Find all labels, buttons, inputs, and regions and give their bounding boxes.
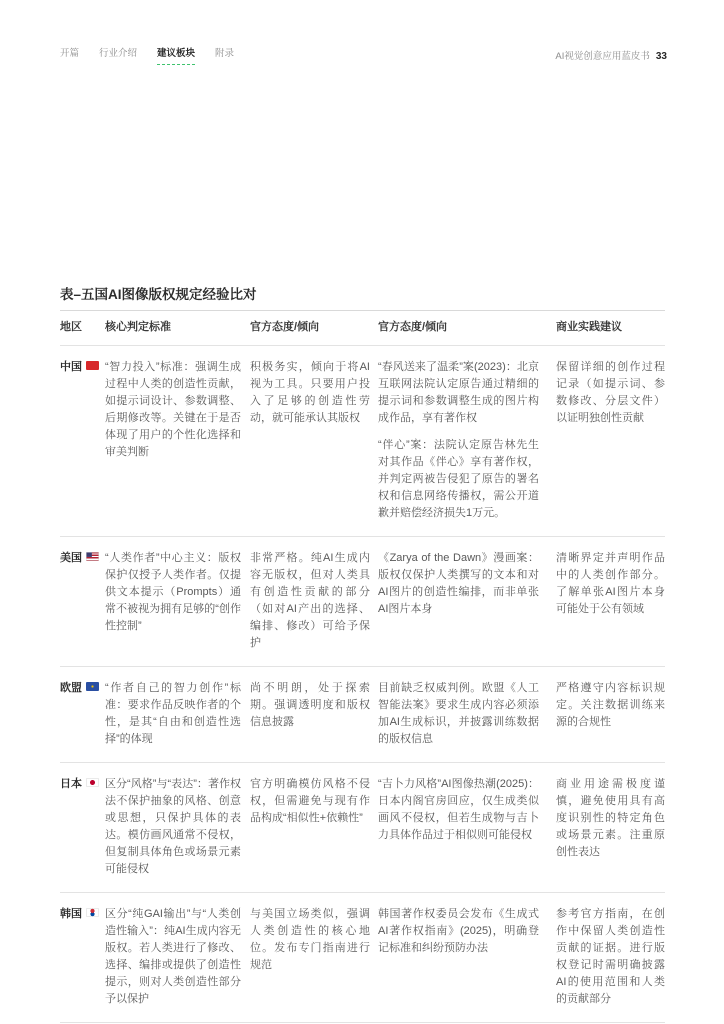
- table-header-row: [60, 311, 665, 346]
- column-header-criteria: 核心判定标准: [105, 321, 171, 333]
- case-paragraph: “春风送来了温柔”案(2023)：北京互联网法院认定原告通过精细的提示词和参数调整生成的图片构成作品，享有著作权: [378, 361, 539, 424]
- column-header-region: 地区: [60, 321, 82, 333]
- region-cell: [60, 776, 105, 878]
- region-cell: [60, 680, 105, 748]
- comparison-table: [60, 310, 665, 1023]
- advice-cell: 保留详细的创作过程记录（如提示词、参数修改、分层文件）以证明独创性贡献: [556, 361, 665, 424]
- usa-flag-icon: [86, 552, 99, 561]
- criteria-cell: 区分“纯GAI输出”与“人类创造性输入”：纯AI生成内容无版权。若人类进行了修改、选择、编排或提供了创造性提示，则对人类创造性部分予以保护: [105, 908, 241, 1005]
- table-title: 表–五国AI图像版权规定经验比对: [60, 287, 257, 302]
- table-row-japan: [60, 763, 665, 893]
- column-header-cases: 官方态度/倾向: [378, 321, 448, 333]
- page-content: [60, 287, 665, 1023]
- case-paragraph: 《Zarya of the Dawn》漫画案：版权仅保护人类撰写的文本和对AI图片的创造性编排，而非单张AI图片本身: [378, 552, 539, 615]
- table-row-eu: [60, 667, 665, 763]
- case-paragraph: “伴心”案：法院认定原告林先生对其作品《伴心》享有著作权，并判定两被告侵犯了原告的署名权和信息网络传播权，需公开道歉并赔偿经济损失1万元。: [378, 439, 539, 519]
- region-label: 美国: [60, 552, 82, 564]
- nav-tabs: [60, 48, 234, 65]
- cases-cell: [378, 680, 556, 748]
- nav-item-opening[interactable]: 开篇: [60, 48, 80, 59]
- region-cell: [60, 359, 105, 522]
- criteria-cell: “智力投入”标准：强调生成过程中人类的创造性贡献，如提示词设计、参数调整、后期修改等。关键在于是否体现了用户的个性化选择和审美判断: [105, 361, 241, 458]
- attitude-cell: 官方明确模仿风格不侵权，但需避免与现有作品构成“相似性+依赖性”: [250, 778, 370, 824]
- region-label: 欧盟: [60, 682, 82, 694]
- nav-item-industry-intro[interactable]: 行业介绍: [99, 48, 138, 59]
- attitude-cell: 尚不明朗，处于探索期。强调透明度和版权信息披露: [250, 682, 370, 728]
- advice-cell: 参考官方指南，在创作中保留人类创造性贡献的证据。进行版权登记时需明确披露AI的使用范围和人类的贡献部分: [556, 908, 665, 1005]
- page-number: 33: [655, 51, 667, 62]
- criteria-cell: 区分“风格”与“表达”：著作权法不保护抽象的风格、创意或思想，只保护具体的表达。模仿画风通常不侵权，但复制具体角色或场景元素可能侵权: [105, 778, 241, 875]
- criteria-cell: “作者自己的智力创作”标准：要求作品反映作者的个性，是其“自由和创造性选择”的体现: [105, 682, 241, 745]
- cases-cell: [378, 776, 556, 878]
- cases-cell: [378, 550, 556, 652]
- case-paragraph: “吉卜力风格”AI图像热潮(2025)：日本内阁官房回应，仅生成类似画风不侵权，但若生成物与吉卜力具体作品过于相似则可能侵权: [378, 778, 539, 841]
- eu-flag-icon: [86, 682, 99, 691]
- korea-flag-icon: [86, 908, 99, 917]
- cases-cell: [378, 359, 556, 522]
- case-paragraph: 目前缺乏权威判例。欧盟《人工智能法案》要求生成内容必须添加AI生成标识，并披露训练数据的版权信息: [378, 682, 539, 745]
- document-title: AI视觉创意应用蓝皮书: [555, 51, 650, 62]
- advice-cell: 商业用途需极度谨慎，避免使用具有高度识别性的特定角色或场景元素。注重原创性表达: [556, 778, 665, 858]
- table-row-china: [60, 346, 665, 537]
- region-cell: [60, 906, 105, 1008]
- advice-cell: 严格遵守内容标识规定。关注数据训练来源的合规性: [556, 682, 665, 728]
- table-row-usa: [60, 537, 665, 667]
- advice-cell: 清晰界定并声明作品中的人类创作部分。了解单张AI图片本身可能处于公有领域: [556, 552, 665, 615]
- china-flag-icon: [86, 361, 99, 370]
- case-paragraph: 韩国著作权委员会发布《生成式AI著作权指南》(2025)，明确登记标准和纠纷预防办法: [378, 908, 539, 954]
- region-cell: [60, 550, 105, 652]
- nav-item-suggestions[interactable]: 建议板块: [157, 48, 195, 65]
- column-header-attitude: 官方态度/倾向: [250, 321, 320, 333]
- japan-flag-icon: [86, 778, 99, 787]
- attitude-cell: 积极务实，倾向于将AI视为工具。只要用户投入了足够的创造性劳动，就可能承认其版权: [250, 361, 370, 424]
- document-title-area: [555, 48, 667, 62]
- attitude-cell: 非常严格。纯AI生成内容无版权，但对人类具有创造性贡献的部分（如对AI产出的选择、编排、修改）可给予保护: [250, 552, 370, 649]
- column-header-advice: 商业实践建议: [556, 321, 622, 333]
- attitude-cell: 与美国立场类似，强调人类创造性的核心地位。发布专门指南进行规范: [250, 908, 370, 971]
- table-row-korea: [60, 893, 665, 1023]
- top-navigation: [60, 48, 667, 65]
- cases-cell: [378, 906, 556, 1008]
- region-label: 韩国: [60, 908, 82, 920]
- region-label: 日本: [60, 778, 82, 790]
- region-label: 中国: [60, 361, 82, 373]
- criteria-cell: “人类作者”中心主义：版权保护仅授予人类作者。仅提供文本提示（Prompts）通常不被视为拥有足够的“创作性控制”: [105, 552, 241, 632]
- nav-item-appendix[interactable]: 附录: [215, 48, 235, 59]
